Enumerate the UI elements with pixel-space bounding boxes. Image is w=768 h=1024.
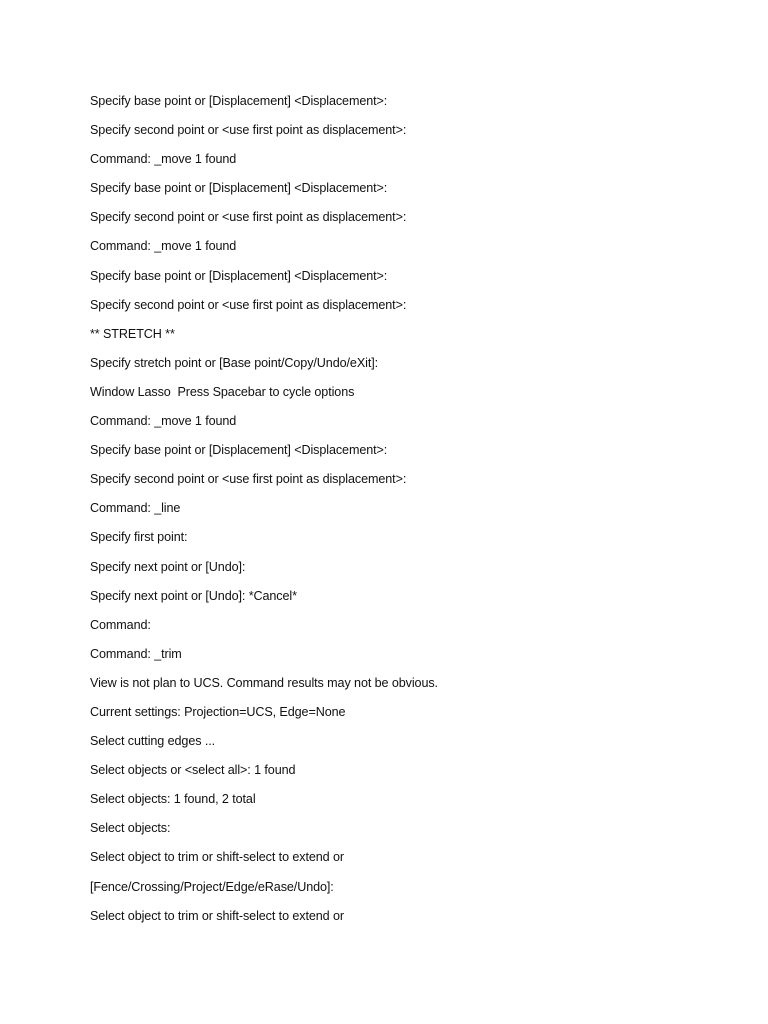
text-line: [Fence/Crossing/Project/Edge/eRase/Undo]: — [90, 879, 334, 894]
text-line: ** STRETCH ** — [90, 326, 175, 341]
text-line: Specify second point or <use first point as displacement>: — [90, 472, 407, 487]
text-line: Select objects: — [90, 821, 171, 836]
text-line: Specify second point or <use first point as displacement>: — [90, 123, 407, 138]
text-line: View is not plan to UCS. Command results may not be obvious. — [90, 675, 438, 690]
text-line: Specify first point: — [90, 530, 188, 545]
text-line: Specify stretch point or [Base point/Copy/Undo/eXit]: — [90, 355, 379, 370]
text-line: Specify next point or [Undo]: — [90, 559, 246, 574]
text-line: Specify base point or [Displacement] <Displacement>: — [90, 443, 388, 458]
text-line: Specify next point or [Undo]: *Cancel* — [90, 588, 297, 603]
text-line: Specify base point or [Displacement] <Displacement>: — [90, 94, 388, 108]
text-line: Command: _line — [90, 501, 181, 516]
text-line: Select object to trim or shift-select to extend or — [90, 908, 344, 923]
text-line: Specify second point or <use first point as displacement>: — [90, 297, 407, 312]
text-line: Command: _move 1 found — [90, 239, 237, 254]
command-history-text — [90, 93, 730, 937]
text-line: Command: _move 1 found — [90, 414, 237, 429]
text-line: Command: — [90, 617, 151, 632]
text-line: Select objects: 1 found, 2 total — [90, 792, 256, 807]
text-line: Window Lasso Press Spacebar to cycle options — [90, 384, 355, 399]
text-line: Select objects or <select all>: 1 found — [90, 763, 296, 778]
text-line: Specify base point or [Displacement] <Displacement>: — [90, 268, 388, 283]
text-line: Current settings: Projection=UCS, Edge=None — [90, 704, 346, 719]
text-line: Specify base point or [Displacement] <Displacement>: — [90, 181, 388, 196]
text-line: Specify second point or <use first point as displacement>: — [90, 210, 407, 225]
text-line: Select cutting edges ... — [90, 734, 216, 749]
text-line: Select object to trim or shift-select to extend or — [90, 850, 344, 865]
text-line: Command: _move 1 found — [90, 152, 237, 167]
text-line: Command: _trim — [90, 646, 182, 661]
